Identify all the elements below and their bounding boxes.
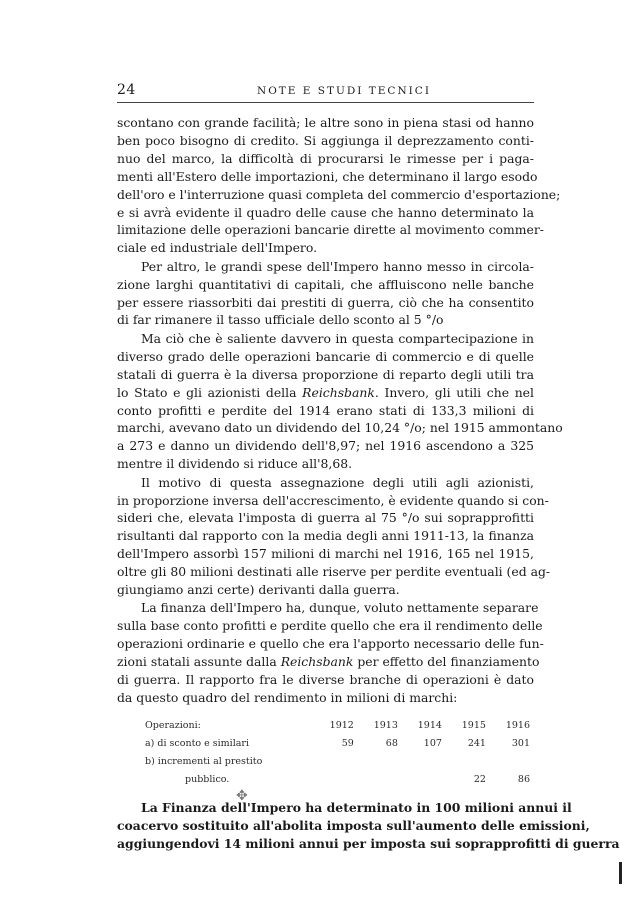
text-line: aggiungendovi 14 milioni annui per imposta sui soprapprofitti di guerra (117, 835, 620, 851)
table-year: 1915 (461, 719, 486, 731)
table-year: 1914 (417, 719, 442, 731)
text-line: Il motivo di questa assegnazione degli utili agli azionisti, (141, 474, 534, 490)
paragraph (117, 474, 551, 599)
text-line: per essere riassorbiti dai prestiti di guerra, ciò che ha consentito (117, 294, 534, 310)
table-cell: 59 (341, 737, 354, 749)
row-label: a) di sconto e similari (145, 737, 250, 749)
text-line: dell'Impero assorbì 157 milioni di marchi nel 1916, 165 nel 1915, (117, 546, 534, 562)
text-line: e si avrà evidente il quadro delle cause che hanno determinato la (117, 204, 534, 220)
text-line: coacervo sostituito all'abolita imposta sull'aumento delle emissioni, (117, 817, 590, 833)
text-line: ben poco bisogno di credito. Si aggiunga il deprezzamento conti- (117, 132, 534, 148)
table-cell: 68 (385, 737, 398, 749)
text-line (117, 653, 540, 671)
table-row (145, 753, 534, 771)
table-cell: 107 (423, 737, 442, 749)
running-title: NOTE E STUDI TECNICI (257, 85, 431, 97)
text-line: ciale ed industriale dell'Impero. (117, 240, 318, 256)
row-label: b) incrementi al prestito (145, 755, 263, 767)
paragraph (117, 330, 563, 473)
text-run: zioni statali assunte dalla (117, 654, 281, 670)
table-year: 1912 (329, 719, 354, 731)
text-line: zione larghi quantitativi di capitali, che affluiscono nelle banche (117, 276, 534, 292)
text-line: in proporzione inversa dell'accrescimento, è evidente quando si con- (117, 492, 549, 508)
row-label: pubblico. (185, 773, 230, 785)
text-line: statali di guerra è la diversa proporzione di reparto degli utili tra (117, 366, 534, 382)
text-line: risultanti dal rapporto con la media degli anni 1911-13, la finanza (117, 528, 534, 544)
table-cell (314, 771, 358, 789)
header-rule (117, 102, 534, 103)
table-year: 1913 (373, 719, 398, 731)
table-cell (358, 771, 402, 789)
operations-table (145, 717, 534, 789)
text-line: dell'oro e l'interruzione quasi completa del commercio d'esportazione; (117, 186, 561, 202)
table-header-row (145, 717, 534, 735)
text-line: La finanza dell'Impero ha, dunque, voluto nettamente separare (141, 600, 539, 616)
text-run: Invero, gli utili che nel (378, 384, 534, 400)
text-line: di guerra. Il rapporto fra le diverse branche di operazioni è dato (117, 672, 534, 688)
table-cell: 86 (517, 773, 530, 785)
text-line: giungiamo anzi certe) derivanti dalla guerra. (117, 582, 400, 598)
text-line: oltre gli 80 milioni destinati alle riserve per perdite eventuali (ed ag- (117, 564, 551, 580)
page-edge-mark (619, 862, 622, 884)
table-year: 1916 (505, 719, 530, 731)
text-line: di far rimanere il tasso ufficiale dello sconto al 5 °/o (117, 312, 444, 328)
paragraph (117, 599, 544, 706)
table-row (145, 735, 534, 753)
table-cell (314, 753, 358, 771)
text-run: lo Stato e gli azionisti della (117, 384, 303, 400)
table-cell (446, 753, 490, 771)
table-cell (490, 753, 534, 771)
paragraph (117, 114, 561, 257)
text-line: La Finanza dell'Impero ha determinato in 100 milioni annui il (141, 799, 572, 815)
text-line: scontano con grande facilità; le altre sono in piena stasi od hanno (117, 115, 534, 130)
table-cell (358, 753, 402, 771)
text-run: per effetto del finanziamento (353, 654, 540, 670)
table-cell: 301 (511, 737, 530, 749)
page-header (117, 82, 534, 102)
text-line: Ma ciò che è saliente davvero in questa compartecipazione in (141, 330, 534, 346)
bank-name: Reichsbank. (302, 384, 379, 400)
text-line: diverso grado delle operazioni bancarie di commercio e di quelle (117, 348, 534, 364)
paragraph (117, 258, 534, 330)
paragraph (117, 799, 620, 853)
text-line: a 273 e danno un dividendo dell'8,97; nel 1916 ascendono a 325 (117, 438, 534, 454)
table-cell: 22 (473, 773, 486, 785)
body-text (117, 114, 620, 853)
text-line: da questo quadro del rendimento in milioni di marchi: (117, 690, 458, 705)
text-line: Per altro, le grandi spese dell'Impero hanno messo in circola- (141, 258, 534, 274)
ornament-icon: ✥ (236, 788, 248, 804)
text-line: sulla base conto profitti e perdite quello che era il rendimento delle (117, 618, 543, 634)
text-line: nuo del marco, la difficoltà di procurarsi le rimesse per i paga- (117, 150, 534, 166)
text-line: sideri che, elevata l'imposta di guerra al 75 °/o sui soprapprofitti (117, 510, 534, 526)
text-line: limitazione delle operazioni bancarie dirette al movimento commer- (117, 222, 544, 238)
page-number: 24 (117, 82, 136, 98)
text-line: conto profitti e perdite del 1914 erano stati di 133,3 milioni di (117, 402, 534, 418)
table-row (145, 771, 534, 789)
table-cell: 241 (467, 737, 486, 749)
table-header-label: Operazioni: (145, 719, 201, 731)
text-line: mentre il dividendo si riduce all'8,68. (117, 456, 353, 472)
table-cell (402, 771, 446, 789)
text-line: marchi, avevano dato un dividendo del 10,24 °/o; nel 1915 ammontano (117, 420, 563, 436)
text-line: operazioni ordinarie e quello che era l'apporto necessario delle fun- (117, 636, 544, 652)
text-line: menti all'Estero delle importazioni, che determinano il largo esodo (117, 168, 538, 184)
bank-name: Reichsbank (280, 654, 354, 670)
text-line (117, 384, 534, 402)
table-cell (402, 753, 446, 771)
